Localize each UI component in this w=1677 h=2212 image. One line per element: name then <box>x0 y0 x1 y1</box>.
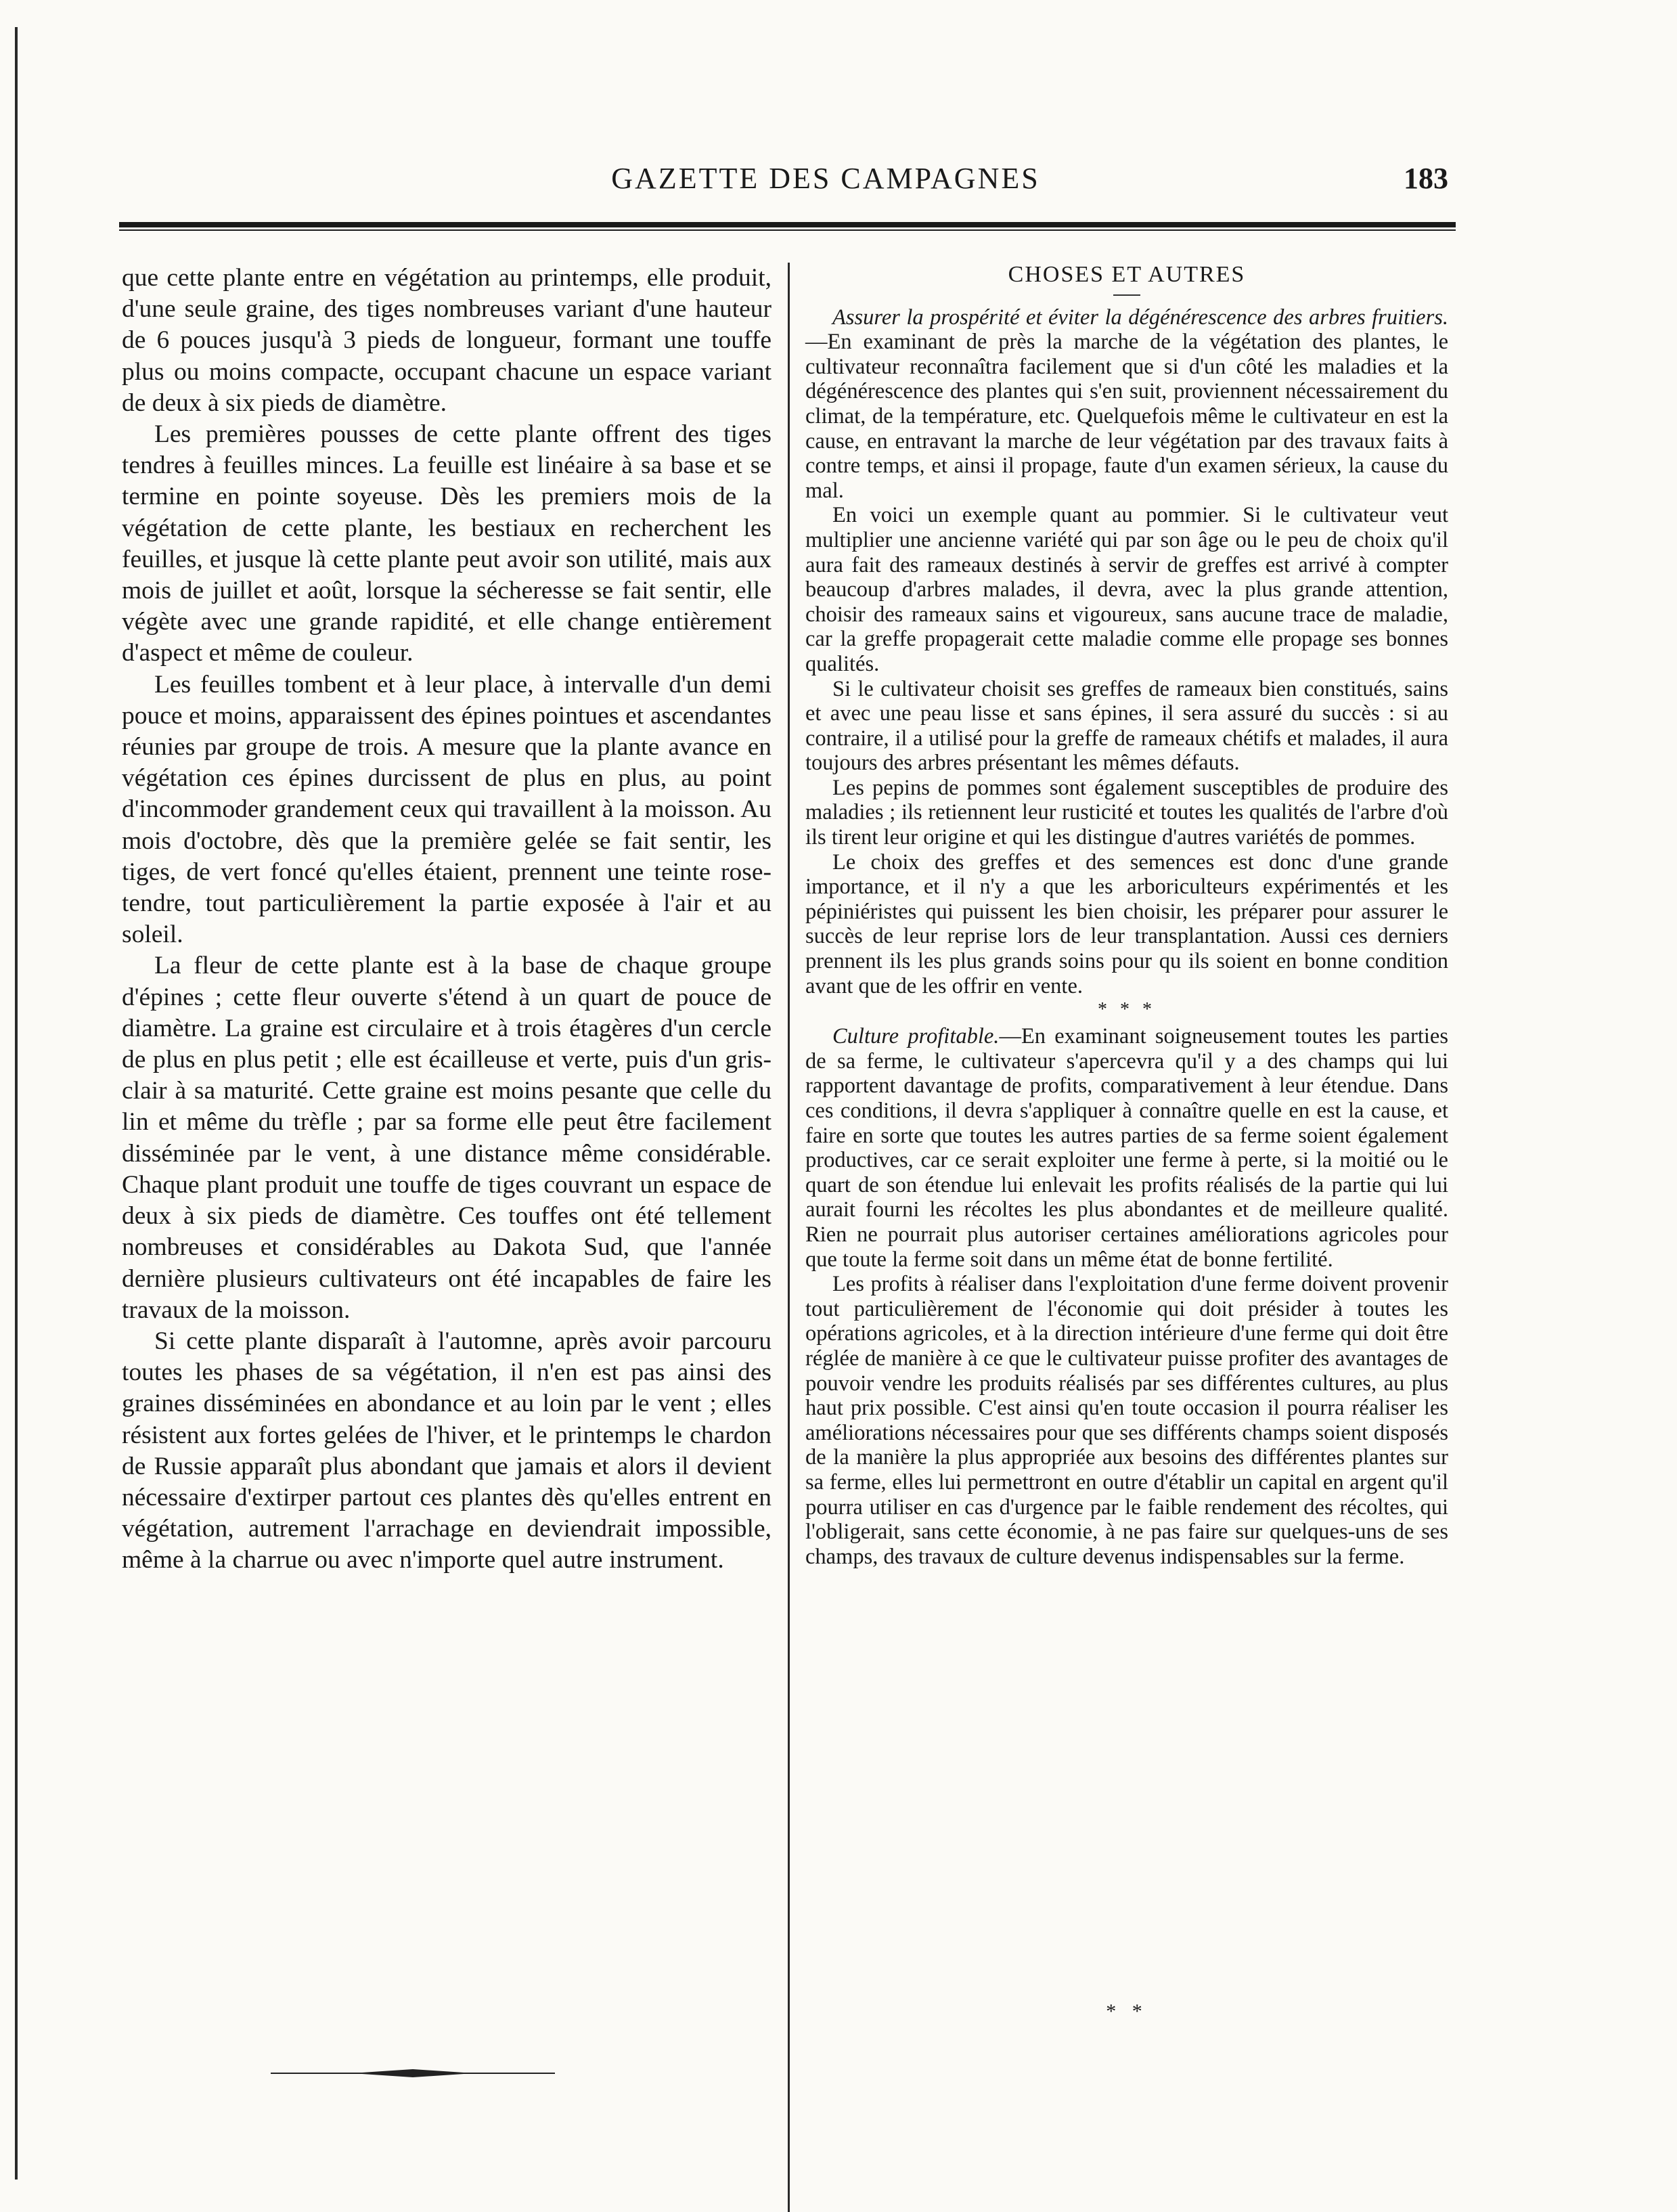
article1-lead <box>805 305 1448 504</box>
section-heading: CHOSES ET AUTRES <box>1008 262 1246 287</box>
left-column <box>122 263 772 1576</box>
end-ornament <box>271 2068 555 2079</box>
article2-paragraph-1: Les profits à réaliser dans l'exploitation d'une ferme doivent provenir tout particulièrement de l'économie qui doit présider à toutes les opérations agricoles, et à la direction intérieure d'une ferme qui doit être réglée de manière à ce que le cultivateur puisse profiter des avantages de pouvoir vendre les produits réalisés par ses différentes cultures, au plus haut prix possible. C'est ainsi qu'en toute occasion il pourra réaliser les améliorations nécessaires pour que ses différents champs soient disposés de la manière la plus appropriée aux besoins des différentes plantes sur sa ferme, elles lui permettront en outre d'établir un capital en argent qu'il pourra utiliser en cas d'urgence par le faible rendement des récoltes, qui l'obligerait, sans cette économie, à ne pas faire sur quelques-uns de ses champs, des travaux de culture devenus indispensables sur la ferme. <box>805 1272 1448 1569</box>
asterism-end: * * <box>1106 2000 1148 2022</box>
article1-paragraph-1: En voici un exemple quant au pommier. Si le cultivateur veut multiplier une ancienne variété qui par son âge ou le peu de choix qu'il aura fait des rameaux destinés à servir de greffes est arrivé à compter beaucoup d'arbres malades, il devra, avec la plus grande attention, choisir des rameaux sains et vigoureux, sans aucune trace de maladie, car la greffe propagerait cette maladie comme elle propage ses bonnes qualités. <box>805 503 1448 676</box>
left-paragraph-2: Les premières pousses de cette plante offrent des tiges tendres à feuilles minces. La feuille est linéaire à sa base et se termine en pointe soyeuse. Dès les premiers mois de la végétation de cette plante, les bestiaux en recherchent les feuilles, et jusque là cette plante peut avoir son utilité, mais aux mois de juillet et août, lorsque la sécheresse se fait sentir, elle végète avec une grande rapidité, et elle change entièrement d'aspect et même de couleur. <box>122 420 772 667</box>
article2-lead <box>805 1024 1448 1272</box>
heading-short-rule <box>1113 294 1140 296</box>
running-title: GAZETTE DES CAMPAGNES <box>611 162 1040 195</box>
article2-lead-text: —En examinant soigneusement toutes les parties de sa ferme, le cultivateur s'apercevra qu'il y a des champs qui lui rapportent davantage de profits, comparativement à leur étendue. Dans ces conditions, il devra s'appliquer à connaître quelle en est la cause, et faire en sorte que toutes les autres parties de sa ferme soient également productives, car ce serait exploiter une ferme à perte, si la moitié ou le quart de son étendue lui enlevait les profits réalisés de la partie qui lui aurait fourni les récoltes les plus abondantes et de meilleure qualité. Rien ne pourrait plus autoriser certaines améliorations agricoles pour que toute la ferme soit dans un même état de bonne fertilité. <box>805 1024 1448 1272</box>
binding-edge <box>15 27 27 2180</box>
article1-paragraph-4: Le choix des greffes et des semences est donc d'une grande importance, et il n'y a que les arboriculteurs expérimentés et les pépiniéristes qui puissent les bien choisir, les préparer pour assurer le succès de leur reprise lors de leur transplantation. Aussi ces derniers prennent ils les plus grands soins pour qu ils soient en bonne condition avant que de les offrir en vente. <box>805 849 1448 998</box>
column-divider <box>788 263 790 2212</box>
header-double-rule <box>119 222 1456 231</box>
left-paragraph-4: La fleur de cette plante est à la base de chaque groupe d'épines ; cette fleur ouverte s'étend à un quart de pouce de diamètre. La graine est circulaire et à trois étagères d'un cercle de plus en plus petit ; elle est écailleuse et verte, puis d'un gris-clair à sa maturité. Cette graine est moins pesante que celle du lin et même du trèfle ; par sa forme elle peut être facilement disséminée par le vent, à une distance même considérable. Chaque plant produit une touffe de tiges couvrant un espace de deux à six pieds de diamètre. Ces touffes ont été tellement nombreuses et considérables au Dakota Sud, que l'année dernière plusieurs cultivateurs ont été incapables de faire les travaux de la moisson. <box>122 952 772 1324</box>
asterism-separator: * * * <box>1098 999 1156 1021</box>
left-paragraph-5: Si cette plante disparaît à l'automne, après avoir parcouru toutes les phases de sa végétation, il n'en est pas ainsi des graines disséminées en abondance et au loin par le vent ; elles résistent aux fortes gelées de l'hiver, et le printemps le chardon de Russie apparaît plus abondant que jamais et alors il devient nécessaire d'extirper partout ces plantes dès qu'elles entrent en végétation, autrement l'arrachage en deviendrait impossible, même à la charrue ou avec n'importe quel autre instrument. <box>122 1327 772 1574</box>
article1-title: Assurer la prospérité et éviter la dégénérescence des arbres fruitiers. <box>832 305 1448 330</box>
article1-paragraph-3: Les pepins de pommes sont également susceptibles de produire des maladies ; ils retiennent leur rusticité et toutes les qualités de l'arbre d'où ils tirent leur origine et qui les distingue d'autres variétés de pommes. <box>805 775 1448 850</box>
right-column <box>805 263 1448 1569</box>
left-paragraph-3: Les feuilles tombent et à leur place, à intervalle d'un demi pouce et moins, apparaissent des épines pointues et ascendantes réunies par groupe de trois. A mesure que la plante avance en végétation ces épines durcissent de plus en plus, au point d'incommoder grandement ceux qui travaillent à la moisson. Au mois d'octobre, dès que la première gelée se fait sentir, les tiges, de vert foncé qu'elles étaient, prennent une teinte rose-tendre, tout particulièrement la partie exposée à l'air et au soleil. <box>122 670 772 949</box>
article1-lead-text: —En examinant de près la marche de la végétation des plantes, le cultivateur reconnaîtra facilement que si d'un côté les maladies et la dégénérescence des plantes qui s'en suit, proviennent nécessairement du climat, de la température, etc. Quelquefois même le cultivateur en est la cause, en entravant la marche de leur végétation par des travaux faits à contre temps, et ainsi il propage, faute d'un examen sérieux, la cause du mal. <box>805 330 1448 503</box>
running-head <box>122 161 1448 208</box>
left-paragraph-1: que cette plante entre en végétation au printemps, elle produit, d'une seule graine, des tiges nombreuses variant d'une hauteur de 6 pouces jusqu'à 3 pieds de longueur, formant une touffe plus ou moins compacte, occupant chacune un espace variant de deux à six pieds de diamètre. <box>122 264 772 417</box>
article2-title: Culture profitable. <box>832 1024 1000 1049</box>
article1-paragraph-2: Si le cultivateur choisit ses greffes de rameaux bien constitués, sains et avec une peau lisse et sans épines, il sera assuré du succès : si au contraire, il a utilisé pour la greffe de rameaux chétifs et malades, il aura toujours des arbres présentant les mêmes défauts. <box>805 676 1448 776</box>
page-number: 183 <box>1404 162 1448 195</box>
